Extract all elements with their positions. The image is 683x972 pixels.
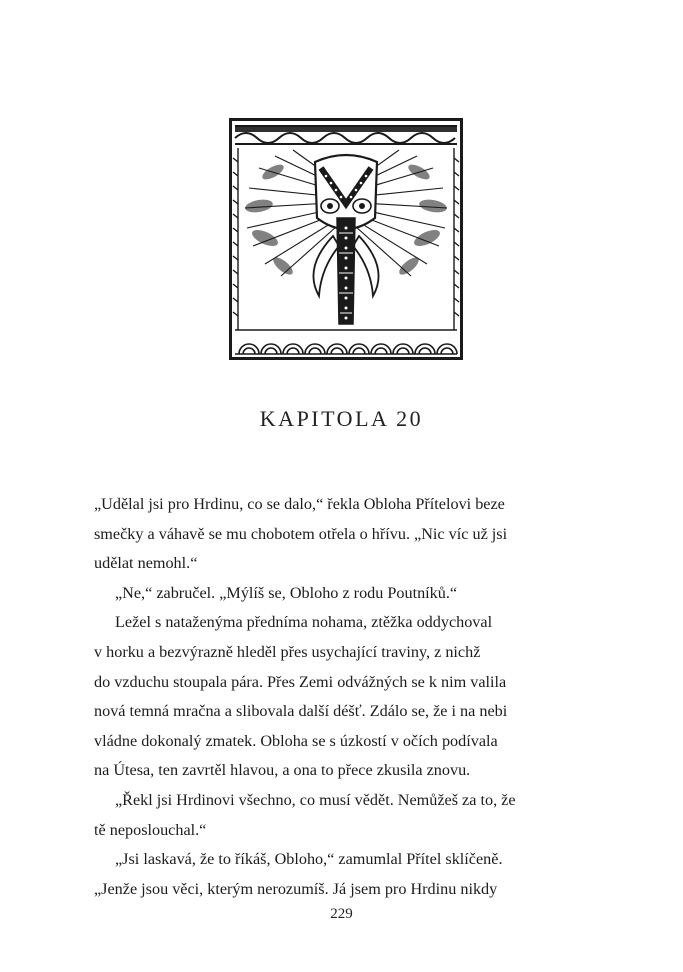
chapter-title: KAPITOLA 20 bbox=[259, 406, 424, 431]
page-number: 229 bbox=[330, 906, 353, 922]
text-line: „Udělal jsi pro Hrdinu, co se dalo,“ řekla Obloha Přítelovi beze bbox=[94, 495, 505, 513]
text-line: „Řekl jsi Hrdinovi všechno, co musí vědět. Nemůžeš za to, že bbox=[115, 790, 516, 809]
text-line: „Ne,“ zabručel. „Mýlíš se, Obloho z rodu Poutníků.“ bbox=[115, 583, 458, 602]
text-line: tě neposlouchal.“ bbox=[94, 820, 207, 839]
chapter-body bbox=[94, 490, 597, 904]
text-line: nová temná mračna a slibovala další déšť. Zdálo se, že i na nebi bbox=[94, 702, 508, 721]
text-line: v horku a bezvýrazně hleděl přes usychající traviny, z nichž bbox=[94, 642, 481, 661]
text-line: Ležel s nataženýma předníma nohama, ztěžka oddychoval bbox=[115, 613, 493, 632]
text-line: smečky a váhavě se mu chobotem otřela o hřívu. „Nic víc už jsi bbox=[94, 524, 508, 543]
text-line: vládne dokonalý zmatek. Obloha se s úzkostí v očích podívala bbox=[94, 731, 498, 750]
elephant-mask-icon bbox=[229, 118, 463, 360]
text-line: udělat nemohl.“ bbox=[94, 554, 198, 573]
text-line: do vzduchu stoupala pára. Přes Zemi odvážných se k nim valila bbox=[94, 672, 507, 691]
text-line: na Útesa, ten zavrtěl hlavou, a ona to přece zkusila znovu. bbox=[94, 761, 471, 780]
text-line: „Jenže jsou věci, kterým nerozumíš. Já jsem pro Hrdinu nikdy bbox=[94, 879, 498, 898]
text-line: „Jsi laskavá, že to říkáš, Obloho,“ zamumlal Přítel sklíčeně. bbox=[115, 850, 503, 869]
